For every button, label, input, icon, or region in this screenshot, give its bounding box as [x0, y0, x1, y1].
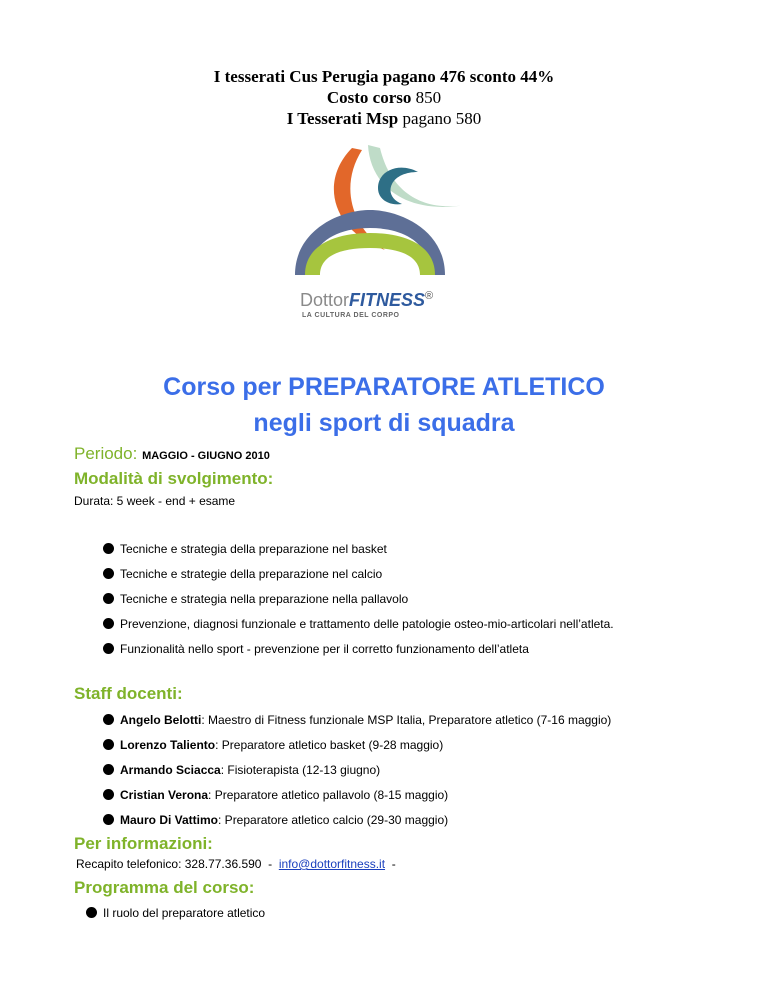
bullet-icon [103, 543, 114, 554]
list-item: Tecniche e strategia della preparazione nel basket [103, 542, 614, 567]
bullet-icon [103, 739, 114, 750]
staff-item: Angelo Belotti: Maestro di Fitness funzionale MSP Italia, Preparatore atletico (7-16 maggio) [103, 713, 611, 738]
staff-item: Armando Sciacca: Fisioterapista (12-13 giugno) [103, 763, 611, 788]
list-item: Il ruolo del preparatore atletico [86, 906, 265, 931]
modalita-list [103, 542, 614, 667]
periodo-row: Periodo: MAGGIO - GIUGNO 2010 [74, 444, 270, 463]
pricing-line-3: I Tesserati Msp pagano 580 [286, 109, 482, 128]
bullet-icon [103, 618, 114, 629]
bullet-icon [103, 814, 114, 825]
durata-text: Durata: 5 week - end + esame [74, 494, 236, 508]
pricing-line-2: Costo corso 850 [326, 88, 442, 107]
logo-tagline: LA CULTURA DEL CORPO [302, 312, 400, 319]
dottorfitness-logo [280, 140, 500, 330]
list-item: Funzionalità nello sport - prevenzione per il corretto funzionamento dell’atleta [103, 642, 614, 667]
page-title-line-1: Corso per PREPARATORE ATLETICO [163, 373, 605, 401]
modalita-heading: Modalità di svolgimento: [74, 469, 274, 488]
list-item: Prevenzione, diagnosi funzionale e trattamento delle patologie osteo-mio-articolari nell’atleta. [103, 617, 614, 642]
staff-item: Lorenzo Taliento: Preparatore atletico basket (9-28 maggio) [103, 738, 611, 763]
contact-line [76, 857, 396, 871]
pricing-line-1: I tesserati Cus Perugia pagano 476 sconto 44% [213, 67, 555, 86]
info-heading: Per informazioni: [74, 834, 213, 853]
bullet-icon [103, 643, 114, 654]
bullet-icon [103, 764, 114, 775]
bullet-icon [103, 593, 114, 604]
trailing-dash: - [385, 857, 396, 871]
programma-heading: Programma del corso: [74, 878, 255, 897]
staff-item: Cristian Verona: Preparatore atletico pallavolo (8-15 maggio) [103, 788, 611, 813]
bullet-icon [86, 907, 97, 918]
bullet-icon [103, 714, 114, 725]
staff-item: Mauro Di Vattimo: Preparatore atletico calcio (29-30 maggio) [103, 813, 611, 838]
bullet-icon [103, 789, 114, 800]
email-link[interactable]: info@dottorfitness.it [278, 857, 386, 871]
staff-list [103, 713, 611, 838]
bullet-icon [103, 568, 114, 579]
list-item: Tecniche e strategie della preparazione nel calcio [103, 567, 614, 592]
logo-wordmark: DottorFITNESS® [300, 290, 434, 310]
staff-heading: Staff docenti: [74, 684, 183, 703]
list-item: Tecniche e strategia nella preparazione nella pallavolo [103, 592, 614, 617]
phone-text: Recapito telefonico: 328.77.36.590 - [76, 857, 279, 871]
page-title-line-2: negli sport di squadra [253, 409, 515, 437]
programma-list [86, 906, 265, 931]
pricing-block [0, 66, 768, 129]
